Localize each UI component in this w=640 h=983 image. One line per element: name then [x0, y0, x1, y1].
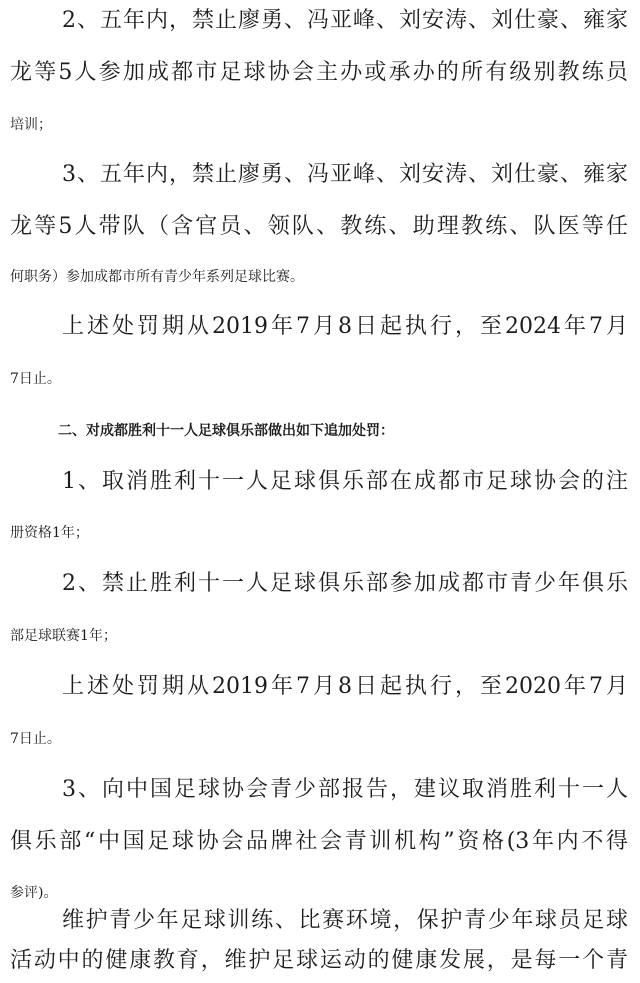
- club-item-3-line-3: 参评)。: [10, 885, 58, 901]
- penalty-period-2-line-1: 上述处罚期从2019年7月8日起执行，至2020年7月: [62, 674, 628, 699]
- closing-paragraph-line-2: 活动中的健康教育，维护足球运动的健康发展，是每一个青: [10, 948, 628, 973]
- penalty-period-1-line-2: 7日止。: [10, 371, 61, 387]
- section-heading-2: 二、对成都胜利十一人足球俱乐部做出如下追加处罚：: [58, 423, 394, 439]
- paragraph-2-line-1: 2、五年内，禁止廖勇、冯亚峰、刘安涛、刘仕豪、雍家: [62, 8, 628, 33]
- penalty-period-2-line-2: 7日止。: [10, 731, 61, 747]
- paragraph-3-line-3: 何职务）参加成都市所有青少年系列足球比赛。: [10, 269, 304, 285]
- club-item-1-line-1: 1、取消胜利十一人足球俱乐部在成都市足球协会的注: [62, 469, 628, 494]
- club-item-1-line-2: 册资格1年；: [10, 525, 89, 541]
- club-item-2-line-1: 2、禁止胜利十一人足球俱乐部参加成都市青少年俱乐: [62, 571, 628, 596]
- club-item-3-line-1: 3、向中国足球协会青少部报告，建议取消胜利十一人: [62, 777, 628, 802]
- paragraph-2-line-2: 龙等5人参加成都市足球协会主办或承办的所有级别教练员: [10, 60, 628, 85]
- paragraph-3-line-1: 3、五年内，禁止廖勇、冯亚峰、刘安涛、刘仕豪、雍家: [62, 162, 628, 187]
- penalty-period-1-line-1: 上述处罚期从2019年7月8日起执行，至2024年7月: [62, 314, 628, 339]
- paragraph-3-line-2: 龙等5人带队（含官员、领队、教练、助理教练、队医等任: [10, 214, 628, 239]
- club-item-3-line-2: 俱乐部“中国足球协会品牌社会青训机构”资格(3年内不得: [10, 829, 628, 854]
- club-item-2-line-2: 部足球联赛1年；: [10, 628, 117, 644]
- closing-paragraph-line-1: 维护青少年足球训练、比赛环境，保护青少年球员足球: [62, 908, 628, 933]
- paragraph-2-line-3: 培训；: [10, 117, 52, 133]
